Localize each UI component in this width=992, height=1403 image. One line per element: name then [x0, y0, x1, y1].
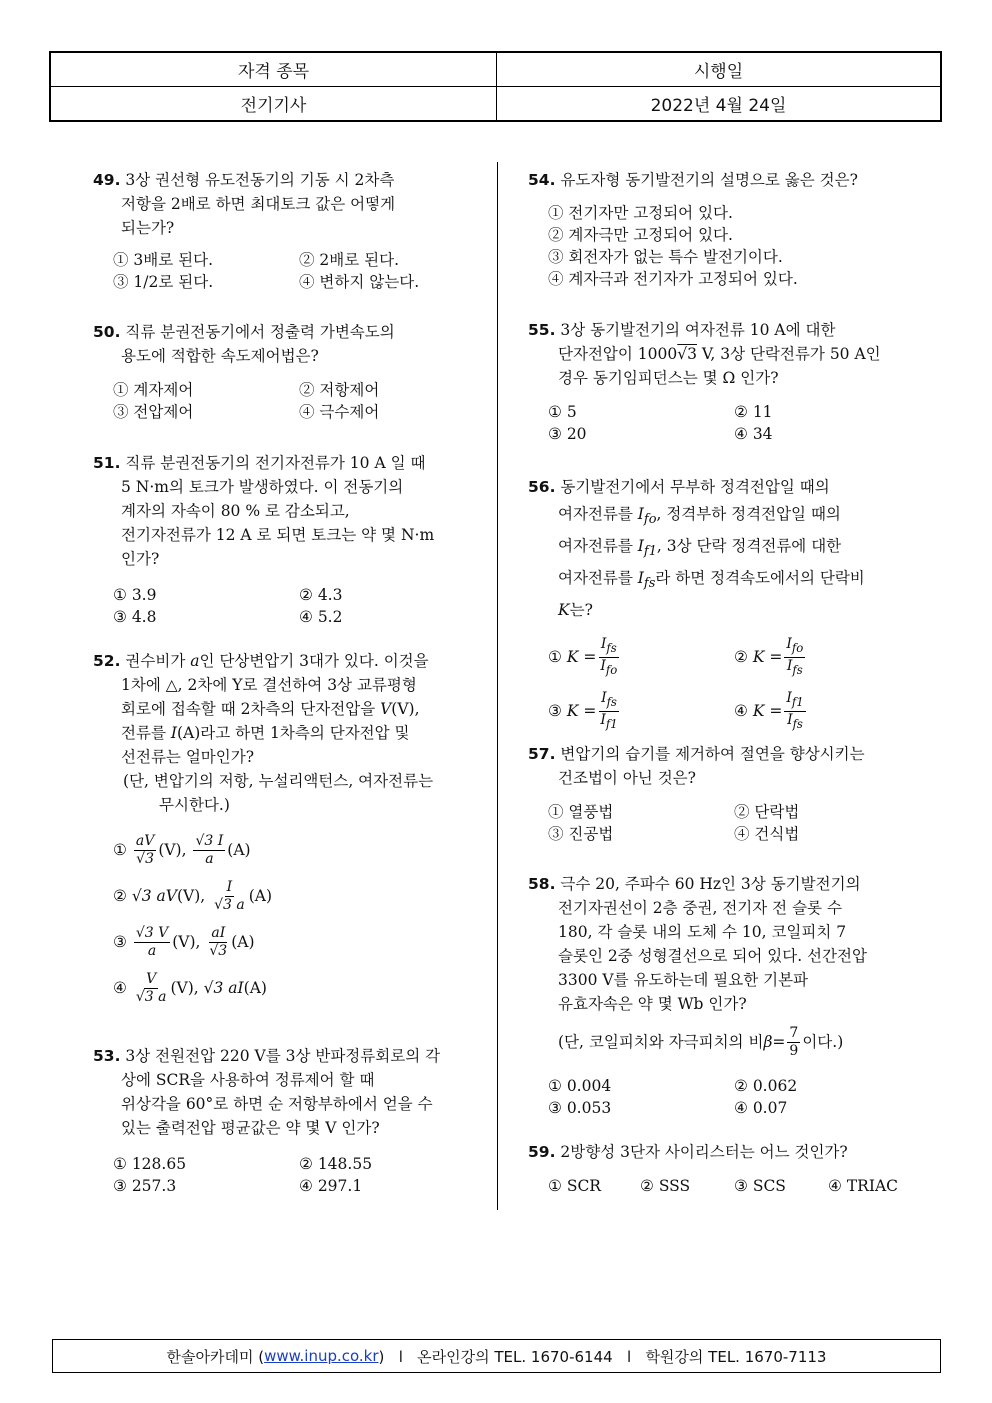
question-note: (단, 변압기의 저항, 누설리액턴스, 여자전류는: [123, 772, 434, 790]
question-number: 49.: [93, 171, 121, 189]
k-equals: K =: [566, 647, 597, 666]
k-equals: K =: [566, 701, 597, 720]
question-53: [93, 1044, 488, 1198]
question-text: 전류를: [121, 724, 171, 742]
question-51: [93, 451, 488, 629]
variable-i: I: [637, 569, 644, 588]
equals-sign: =: [772, 1033, 786, 1051]
question-number: 59.: [528, 1143, 556, 1161]
option-3[interactable]: ③ 20: [548, 425, 587, 443]
question-text: 용도에 적합한 속도제어법은?: [121, 347, 319, 365]
option-marker: ②: [734, 647, 748, 666]
option-1[interactable]: [548, 632, 621, 682]
note-text: (단, 코일피치와 자극피치의 비: [558, 1033, 764, 1051]
question-55: [528, 318, 928, 446]
question-text: 경우 동기임피던스는 몇 Ω 인가?: [558, 369, 779, 387]
unit: (V),: [172, 933, 201, 951]
fraction: $\frac{aV}{√3}$: [135, 832, 155, 867]
question-number: 56.: [528, 478, 556, 496]
question-57: [528, 742, 928, 846]
option-1[interactable]: ① 전기자만 고정되어 있다.: [548, 204, 733, 222]
unit: (V),: [176, 887, 206, 905]
subscript: f1: [643, 544, 657, 560]
option-3[interactable]: ③ 1/2로 된다.: [113, 273, 214, 291]
footer-bar: [52, 1339, 941, 1373]
option-marker: ①: [113, 841, 127, 859]
question-text: 있는 출력전압 평균값은 약 몇 V 인가?: [121, 1119, 380, 1137]
header-exam-date: 2022년 4월 24일: [650, 96, 787, 116]
question-text: 상에 SCR을 사용하여 정류제어 할 때: [121, 1071, 375, 1089]
option-4[interactable]: [113, 965, 488, 1011]
option-2[interactable]: [113, 873, 488, 919]
option-2[interactable]: ② 저항제어: [299, 381, 380, 399]
fraction: $\frac{√3 I}{a}$: [195, 832, 224, 867]
option-4[interactable]: ④ 극수제어: [299, 403, 380, 421]
k-equals: K =: [752, 701, 783, 720]
option-1[interactable]: ① 0.004: [548, 1077, 612, 1095]
option-1[interactable]: ① 계자제어: [113, 381, 194, 399]
variable-beta: β: [763, 1033, 773, 1051]
question-52: [93, 649, 488, 1011]
fraction: $\frac{√3 V}{a}$: [135, 924, 169, 959]
question-text: V, 3상 단락전류가 50 A인: [697, 345, 881, 363]
option-3[interactable]: [113, 919, 488, 965]
option-3[interactable]: ③ 0.053: [548, 1099, 612, 1117]
option-2[interactable]: [734, 632, 807, 682]
variable-i: I: [637, 537, 644, 556]
question-54: [528, 168, 928, 290]
option-4[interactable]: ④ 297.1: [299, 1177, 363, 1195]
option-3[interactable]: [548, 686, 622, 736]
footer-website-link[interactable]: www.inup.co.kr: [264, 1347, 379, 1365]
variable-i: I: [637, 505, 644, 523]
question-text: (V),: [391, 700, 420, 718]
fraction: $\frac{I_{fo}}{I_{fs}}$: [786, 635, 804, 677]
question-text: 3상 권선형 유도전동기의 기동 시 2차측: [125, 171, 395, 189]
question-text: 회로에 접속할 때 2차측의 단자전압을: [121, 700, 381, 718]
option-4[interactable]: ④ 변하지 않는다.: [299, 273, 420, 291]
question-text: 5 N·m의 토크가 발생하였다. 이 전동기의: [121, 478, 404, 496]
footer-contact: ) l 온라인강의 TEL. 1670-6144 l 학원강의 TEL. 1670-7113: [378, 1347, 827, 1366]
question-text: 여자전류를: [558, 505, 638, 523]
footer-academy-name: 한솔아카데미 (: [166, 1347, 265, 1366]
question-number: 57.: [528, 745, 556, 763]
header-col2-title: 시행일: [693, 62, 744, 82]
question-text: 선전류는 얼마인가?: [121, 748, 255, 766]
question-59: [528, 1140, 928, 1198]
option-4[interactable]: ④ TRIAC: [828, 1177, 899, 1195]
question-text: 여자전류를: [558, 537, 638, 556]
option-2[interactable]: ② 0.062: [734, 1077, 798, 1095]
question-note: [528, 1022, 928, 1062]
question-text: 변압기의 습기를 제거하여 절연을 향상시키는: [560, 745, 865, 763]
question-note: 무시한다.): [159, 796, 230, 814]
option-1[interactable]: ① 128.65: [113, 1155, 187, 1173]
header-col1-title: 자격 종목: [237, 62, 310, 82]
option-3[interactable]: ③ 257.3: [113, 1177, 177, 1195]
option-2[interactable]: ② 4.3: [299, 586, 343, 604]
question-text: (A)라고 하면 1차측의 단자전압 및: [176, 724, 410, 742]
question-text: 되는가?: [121, 219, 175, 237]
root-three: √3: [677, 345, 697, 363]
question-number: 55.: [528, 321, 556, 339]
option-3[interactable]: ③ 전압제어: [113, 403, 194, 421]
question-text: 전기자권선이 2층 중권, 전기자 전 슬롯 수: [558, 899, 842, 917]
question-text: , 3상 단락 정격전류에 대한: [656, 537, 842, 556]
option-4[interactable]: ④ 계자극과 전기자가 고정되어 있다.: [548, 270, 798, 288]
fraction: $\frac{V}{√3 a}$: [135, 970, 167, 1005]
option-marker: ③: [548, 701, 562, 720]
question-58: [528, 872, 928, 1120]
variable-a: a: [190, 652, 200, 670]
fraction: $\frac{aI}{√3}$: [209, 924, 228, 959]
question-text: 2방향성 3단자 사이리스터는 어느 것인가?: [560, 1143, 848, 1161]
question-number: 50.: [93, 323, 121, 341]
question-text: 직류 분권전동기에서 정출력 가변속도의: [125, 323, 395, 341]
question-text: 건조법이 아닌 것은?: [558, 769, 696, 787]
question-text: 1차에 △, 2차에 Y로 결선하여 3상 교류평형: [121, 676, 417, 694]
question-text: 3상 동기발전기의 여자전류 10 A에 대한: [560, 321, 836, 339]
question-text: 유효자속은 약 몇 Wb 인가?: [558, 995, 747, 1013]
variable-i: I: [170, 724, 177, 742]
question-49: [93, 168, 488, 294]
question-text: 180, 각 슬롯 내의 도체 수 10, 코일피치 7: [558, 923, 847, 941]
unit: (A): [227, 841, 251, 859]
option-2[interactable]: ② 계자극만 고정되어 있다.: [548, 226, 733, 244]
question-text: 3300 V를 유도하는데 필요한 기본파: [558, 971, 809, 989]
question-text: 인가?: [121, 550, 160, 568]
subscript: fo: [643, 512, 657, 528]
question-number: 58.: [528, 875, 556, 893]
option-3[interactable]: ③ 진공법: [548, 825, 614, 843]
option-2[interactable]: ② 11: [734, 403, 773, 421]
option-marker: ④: [113, 979, 127, 997]
option-4[interactable]: ④ 건식법: [734, 825, 800, 843]
k-equals: K =: [752, 647, 783, 666]
question-text: 유도자형 동기발전기의 설명으로 옳은 것은?: [560, 171, 858, 189]
header-table: [49, 51, 942, 122]
variable-v: V: [380, 700, 392, 718]
option-1[interactable]: ① 3.9: [113, 586, 157, 604]
question-text: 슬롯인 2중 성형결선으로 되어 있다. 선간전압: [558, 947, 867, 965]
question-number: 54.: [528, 171, 556, 189]
question-56: [528, 474, 928, 742]
option-1[interactable]: ① SCR: [548, 1177, 601, 1195]
expression: √3 aV: [131, 887, 177, 905]
subscript: fs: [643, 576, 656, 592]
fraction: $\frac{I_{fs}}{I_{f1}}$: [600, 689, 618, 731]
question-text: 계자의 자속이 80 % 로 감소되고,: [121, 502, 350, 520]
question-text: 단자전압이 1000: [558, 345, 678, 363]
question-text: , 정격부하 정격전압일 때의: [656, 505, 841, 523]
question-text: 는?: [569, 601, 593, 620]
option-marker: ④: [734, 701, 748, 720]
unit: (A): [248, 887, 273, 905]
option-1[interactable]: ① 3배로 된다.: [113, 251, 214, 269]
option-2[interactable]: ② 2배로 된다.: [299, 251, 400, 269]
unit: (V),: [158, 841, 187, 859]
option-4[interactable]: ④ 5.2: [299, 608, 343, 626]
option-2[interactable]: ② SSS: [640, 1177, 691, 1195]
question-text: 저항을 2배로 하면 최대토크 값은 어떻게: [121, 195, 396, 213]
option-marker: ③: [113, 933, 127, 951]
option-marker: ①: [548, 647, 562, 666]
question-text: 3상 전원전압 220 V를 3상 반파정류회로의 각: [125, 1047, 441, 1065]
header-subject: 전기기사: [240, 96, 307, 116]
option-2[interactable]: ② 단락법: [734, 803, 800, 821]
fraction: $\frac{7}{9}$: [789, 1024, 799, 1059]
fraction: $\frac{I_{fs}}{I_{fo}}$: [600, 635, 618, 677]
question-text: 인 단상변압기 3대가 있다. 이것을: [199, 652, 429, 670]
option-3[interactable]: ③ 회전자가 없는 특수 발전기이다.: [548, 248, 783, 266]
question-number: 52.: [93, 652, 121, 670]
question-text: 여자전류를: [558, 569, 638, 588]
question-number: 53.: [93, 1047, 121, 1065]
option-2[interactable]: ② 148.55: [299, 1155, 373, 1173]
option-marker: ②: [113, 887, 127, 905]
option-1[interactable]: [113, 827, 488, 873]
unit: (V),: [170, 979, 199, 997]
fraction: $\frac{I}{√3 a}$: [214, 878, 245, 913]
question-number: 51.: [93, 454, 121, 472]
option-4[interactable]: ④ 0.07: [734, 1099, 788, 1117]
option-1[interactable]: ① 5: [548, 403, 577, 421]
question-text: 권수비가: [125, 652, 191, 670]
option-4[interactable]: ④ 34: [734, 425, 773, 443]
unit: (A): [243, 979, 267, 997]
question-50: [93, 320, 488, 424]
question-text: 라 하면 정격속도에서의 단락비: [655, 569, 865, 588]
question-text: 극수 20, 주파수 60 Hz인 3상 동기발전기의: [560, 875, 861, 893]
fraction: $\frac{I_{f1}}{I_{fs}}$: [786, 689, 804, 731]
question-text: 위상각을 60°로 하면 순 저항부하에서 얻을 수: [121, 1095, 433, 1113]
note-text: 이다.): [802, 1033, 844, 1051]
option-1[interactable]: ① 열풍법: [548, 803, 614, 821]
unit: (A): [231, 933, 255, 951]
question-text: 동기발전기에서 무부하 정격전압일 때의: [560, 478, 830, 496]
option-4[interactable]: [734, 686, 808, 736]
option-3[interactable]: ③ SCS: [734, 1177, 786, 1195]
expression: √3 aI: [203, 979, 244, 997]
column-divider: [497, 162, 498, 1210]
variable-k: K: [558, 601, 570, 620]
option-3[interactable]: ③ 4.8: [113, 608, 157, 626]
question-text: 직류 분권전동기의 전기자전류가 10 A 일 때: [125, 454, 426, 472]
question-text: 전기자전류가 12 A 로 되면 토크는 약 몇 N·m: [121, 526, 435, 544]
